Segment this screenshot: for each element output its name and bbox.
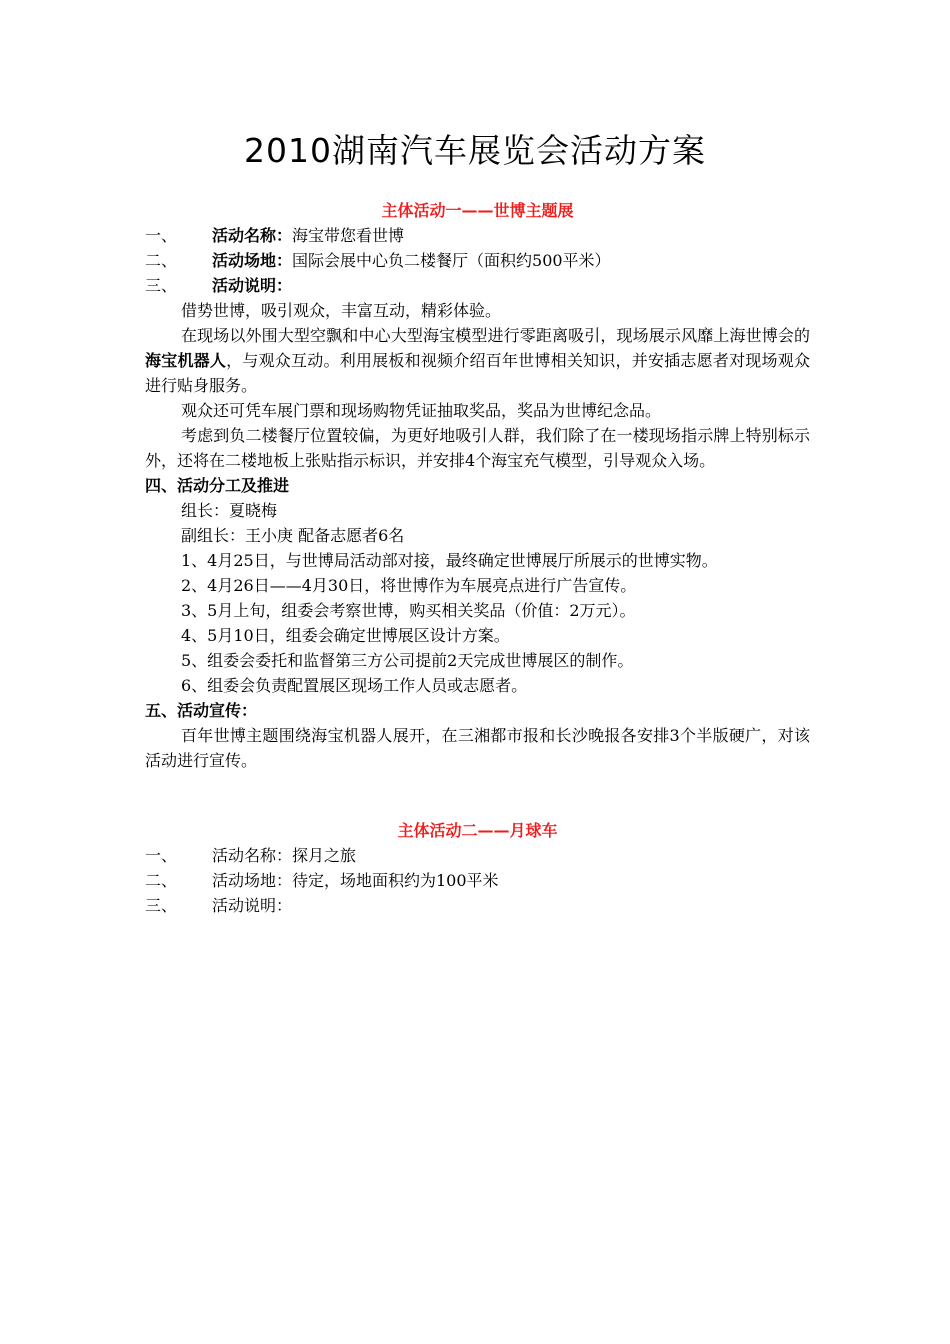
schedule-step: 1、4月25日，与世博局活动部对接，最终确定世博展厅所展示的世博实物。 bbox=[181, 551, 718, 570]
item-value: 国际会展中心负二楼餐厅（面积约500平米） bbox=[292, 251, 611, 270]
activity-one-section bbox=[145, 198, 810, 773]
paragraph-text: ，与观众互动。利用展板和视频介绍百年世博相关知识，并安插志愿者对现场观众进行贴身服务。 bbox=[145, 351, 810, 395]
document-title: 2010湖南汽车展览会活动方案 bbox=[244, 131, 706, 170]
item-number: 一、 bbox=[145, 846, 178, 865]
item-text: 活动名称：探月之旅 bbox=[212, 846, 357, 865]
item-text: 活动场地：待定，场地面积约为100平米 bbox=[212, 871, 499, 890]
activity-two-item-venue bbox=[145, 868, 810, 893]
promotion-heading: 五、活动宣传： bbox=[145, 701, 258, 720]
activity-one-item-venue bbox=[145, 248, 810, 273]
schedule-step: 3、5月上旬，组委会考察世博，购买相关奖品（价值：2万元）。 bbox=[181, 601, 636, 620]
item-value: 海宝带您看世博 bbox=[292, 226, 405, 245]
item-number: 一、 bbox=[145, 226, 178, 245]
schedule-step: 2、4月26日——4月30日，将世博作为车展亮点进行广告宣传。 bbox=[181, 576, 637, 595]
description-paragraph-4: 考虑到负二楼餐厅位置较偏，为更好地吸引人群，我们除了在一楼现场指示牌上特别标示外，还将在二楼地板上张贴指示标识，并安排4个海宝充气模型，引导观众入场。 bbox=[145, 426, 810, 470]
activity-two-section bbox=[145, 818, 810, 918]
item-number: 二、 bbox=[145, 871, 178, 890]
schedule-step: 6、组委会负责配置展区现场工作人员或志愿者。 bbox=[181, 676, 528, 695]
paragraph-text: 在现场以外围大型空飘和中心大型海宝模型进行零距离吸引，现场展示风靡上海世博会的 bbox=[181, 326, 810, 345]
item-text: 活动说明： bbox=[212, 896, 293, 915]
item-label: 活动场地： bbox=[212, 251, 293, 270]
activity-one-item-description bbox=[145, 273, 810, 298]
item-label: 活动说明： bbox=[212, 276, 293, 295]
activity-two-item-description bbox=[145, 893, 810, 918]
schedule-step: 4、5月10日，组委会确定世博展区设计方案。 bbox=[181, 626, 510, 645]
promotion-paragraph: 百年世博主题围绕海宝机器人展开，在三湘都市报和长沙晚报各安排3个半版硬广，对该活动进行宣传。 bbox=[145, 726, 810, 770]
activity-two-item-name bbox=[145, 843, 810, 868]
item-label: 活动名称： bbox=[212, 226, 293, 245]
deputy-leader: 副组长：王小庚 配备志愿者6名 bbox=[181, 526, 405, 545]
haibao-robot-emphasis: 海宝机器人 bbox=[145, 351, 227, 370]
description-paragraph-1: 借势世博，吸引观众，丰富互动，精彩体验。 bbox=[181, 301, 502, 320]
division-heading: 四、活动分工及推进 bbox=[145, 476, 290, 495]
item-number: 三、 bbox=[145, 896, 178, 915]
item-number: 三、 bbox=[145, 276, 178, 295]
team-leader: 组长：夏晓梅 bbox=[181, 501, 278, 520]
description-paragraph-2 bbox=[145, 323, 810, 398]
activity-two-heading: 主体活动二——月球车 bbox=[397, 821, 558, 840]
item-number: 二、 bbox=[145, 251, 178, 270]
activity-one-item-name bbox=[145, 223, 810, 248]
description-paragraph-3: 观众还可凭车展门票和现场购物凭证抽取奖品，奖品为世博纪念品。 bbox=[181, 401, 662, 420]
activity-one-heading: 主体活动一——世博主题展 bbox=[381, 201, 574, 220]
schedule-step: 5、组委会委托和监督第三方公司提前2天完成世博展区的制作。 bbox=[181, 651, 634, 670]
